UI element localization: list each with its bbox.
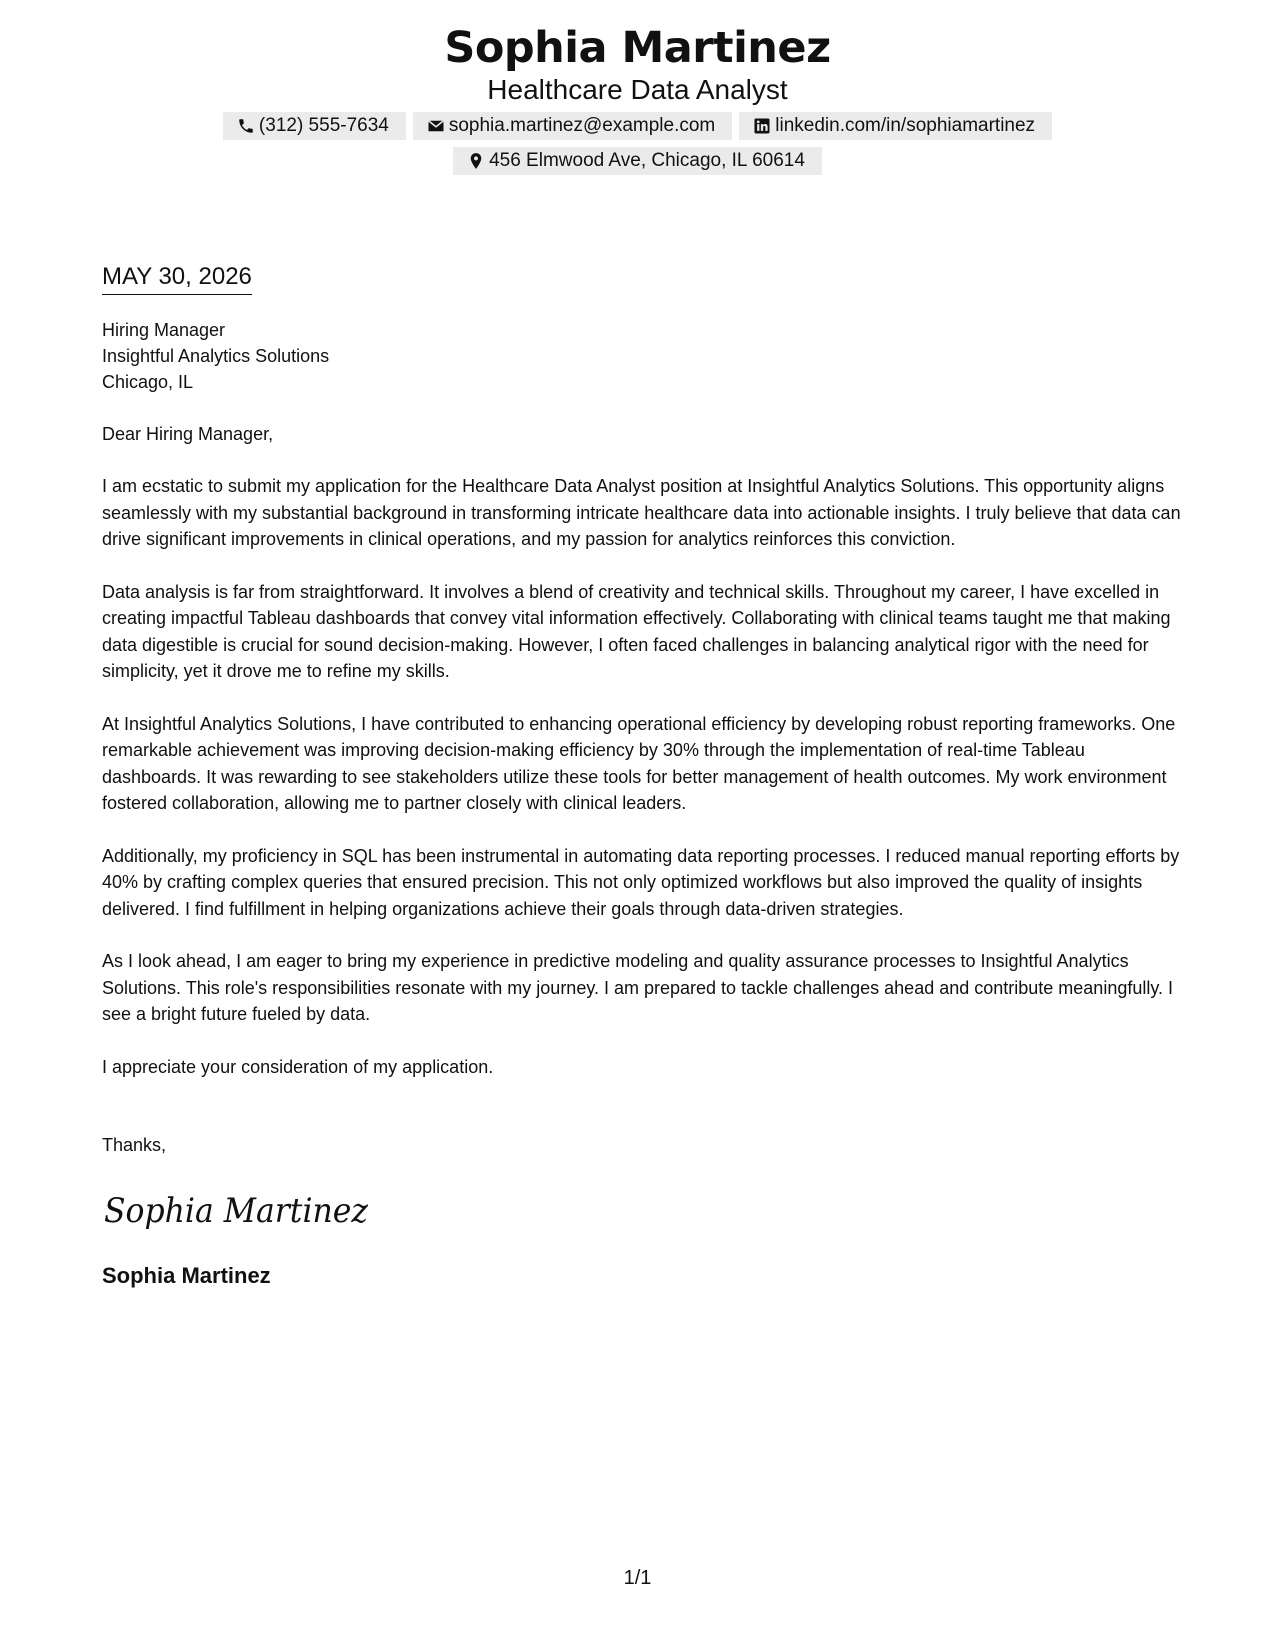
map-pin-icon [467, 152, 485, 170]
signed-name: Sophia Martinez [102, 1263, 271, 1288]
contact-row-1 [0, 112, 1275, 140]
recipient-line: Insightful Analytics Solutions [102, 346, 330, 366]
linkedin-text: linkedin.com/in/sophiamartinez [775, 115, 1036, 136]
address-chip [453, 147, 822, 175]
job-title: Healthcare Data Analyst [487, 74, 788, 105]
signature-image [102, 1184, 372, 1236]
letter-body [102, 262, 1182, 1290]
body-paragraph: I appreciate your consideration of my application. [102, 1056, 494, 1077]
contact-row-2 [0, 147, 1275, 175]
handwritten-signature [102, 1184, 1182, 1236]
recipient-line: Hiring Manager [102, 320, 226, 340]
phone-chip[interactable] [223, 112, 406, 140]
phone-text: (312) 555-7634 [258, 115, 389, 136]
salutation: Dear Hiring Manager, [102, 424, 274, 444]
applicant-name: Sophia Martinez [444, 23, 831, 73]
letter-date: MAY 30, 2026 [102, 262, 252, 295]
phone-icon [237, 117, 255, 135]
email-text: sophia.martinez@example.com [448, 115, 716, 136]
body-paragraph: At Insightful Analytics Solutions, I have contributed to enhancing operational efficiency by developing robust reporting frameworks. One remarkable achievement was improving decision-making efficiency by 30% through the implementation of real-time Tableau dashboards. It was rewarding to see stakeholders utilize these tools for better management of health outcomes. My work environment fostered collaboration, allowing me to partner closely with clinical leaders. [102, 713, 1176, 813]
body-paragraph: I am ecstatic to submit my application for the Healthcare Data Analyst position at Insightful Analytics Solutions. This opportunity aligns seamlessly with my substantial background in transforming intricate healthcare data into actionable insights. I truly believe that data can drive significant improvements in clinical operations, and my passion for analytics reinforces this conviction. [102, 476, 1181, 549]
email-chip[interactable] [413, 112, 732, 140]
letter-header [0, 22, 1275, 175]
page-number: 1/1 [623, 1567, 652, 1589]
signature-text: Sophia Martinez [104, 1191, 370, 1231]
envelope-icon [427, 117, 445, 135]
body-paragraph: Additionally, my proficiency in SQL has been instrumental in automating data reporting processes. I reduced manual reporting efforts by 40% by crafting complex queries that ensured precision. This not only optimized workflows but also improved the quality of insights delivered. I find fulfillment in helping organizations achieve their goals through data-driven strategies. [102, 845, 1180, 919]
address-text: 456 Elmwood Ave, Chicago, IL 60614 [489, 150, 805, 171]
linkedin-chip[interactable] [739, 112, 1052, 140]
body-paragraph: Data analysis is far from straightforward. It involves a blend of creativity and technical skills. Throughout my career, I have excelled in creating impactful Tableau dashboards that convey vital information effectively. Collaborating with clinical teams taught me that making data digestible is crucial for sound decision-making. However, I often faced challenges in balancing analytical rigor with the need for simplicity, yet it drove me to refine my skills. [102, 581, 1171, 681]
recipient-block [102, 317, 1182, 395]
body-paragraph: As I look ahead, I am eager to bring my experience in predictive modeling and quality assurance processes to Insightful Analytics Solutions. This role's responsibilities resonate with my journey. I am prepared to tackle challenges ahead and contribute meaningfully. I see a bright future fueled by data. [102, 951, 1174, 1024]
recipient-line: Chicago, IL [102, 372, 194, 392]
linkedin-icon [753, 117, 771, 135]
closing: Thanks, [102, 1135, 167, 1155]
